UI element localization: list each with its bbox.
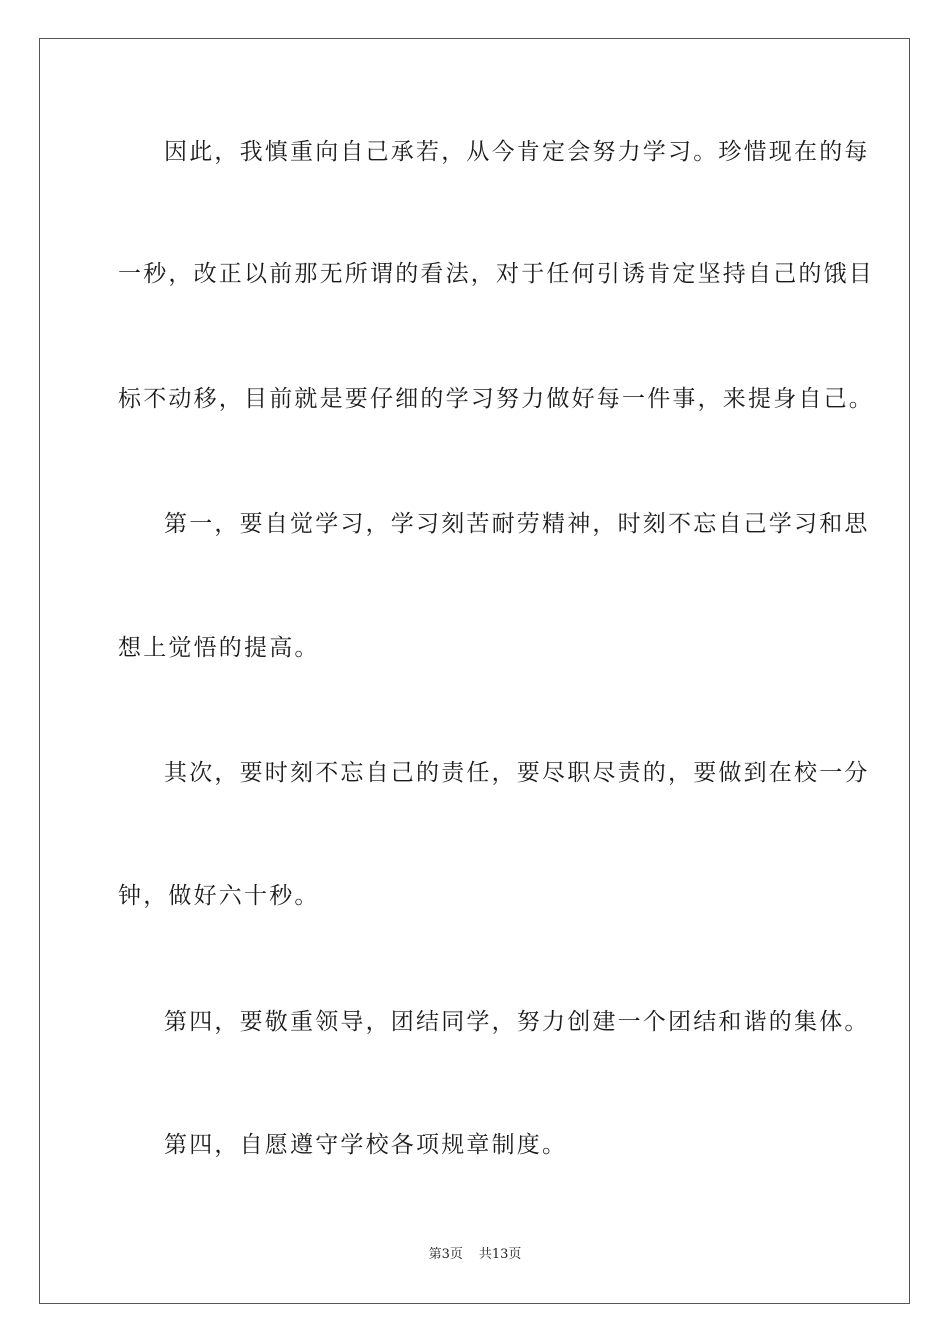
page-total: 共13页 bbox=[478, 1247, 522, 1262]
paragraph-line: 标不动移，目前就是要仔细的学习努力做好每一件事，来提身自己。 bbox=[118, 386, 874, 412]
page-number: 第3页 bbox=[428, 1247, 463, 1262]
page-frame bbox=[39, 38, 910, 1304]
paragraph-line: 一秒，改正以前那无所谓的看法，对于任何引诱肯定坚持自己的饿目 bbox=[118, 261, 874, 287]
paragraph-line: 第四，要敬重领导，团结同学，努力创建一个团结和谐的集体。 bbox=[164, 1009, 870, 1035]
paragraph-line: 钟，做好六十秒。 bbox=[118, 883, 320, 909]
page-footer bbox=[0, 1246, 950, 1264]
paragraph-line: 因此，我慎重向自己承若，从今肯定会努力学习。珍惜现在的每 bbox=[164, 139, 870, 165]
paragraph-line: 第四，自愿遵守学校各项规章制度。 bbox=[164, 1132, 568, 1158]
paragraph-line: 其次，要时刻不忘自己的责任，要尽职尽责的，要做到在校一分 bbox=[164, 760, 870, 786]
paragraph-line: 第一，要自觉学习，学习刻苦耐劳精神，时刻不忘自己学习和思 bbox=[164, 511, 870, 537]
paragraph-line: 想上觉悟的提高。 bbox=[118, 635, 320, 661]
